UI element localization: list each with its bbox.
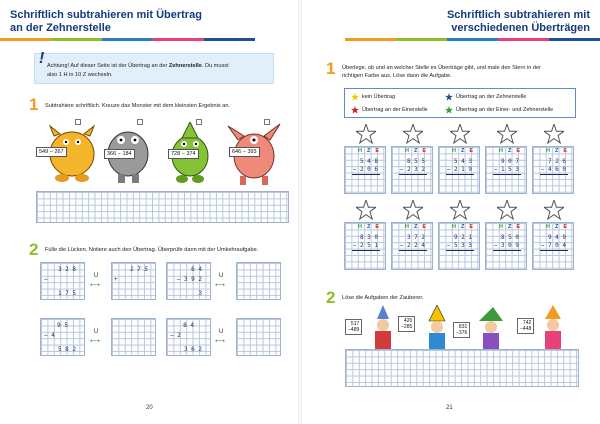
right-page-number: 21 xyxy=(446,405,453,411)
gap-2-u-label: U xyxy=(219,273,224,279)
gap-1-u-label: U xyxy=(94,273,99,279)
row2-minuend-2: 3 7 2 xyxy=(406,234,425,241)
wizard-1 xyxy=(375,305,391,349)
row2-sum-line-4 xyxy=(493,250,521,251)
monster-task-3: 728 − 374 xyxy=(168,149,199,159)
gap-4-result: 3 6 2 xyxy=(183,346,202,353)
row1-hze-1: HZE xyxy=(358,148,385,154)
gap-3-subtrahend: − 4 xyxy=(44,332,55,339)
row2-star-icon-5[interactable] xyxy=(544,200,564,220)
row2-star-icon-4[interactable] xyxy=(497,200,517,220)
wizard-2-sign: 420 −285 xyxy=(398,316,415,332)
row2-minuend-4: 8 5 0 xyxy=(500,234,519,241)
row1-star-icon-3[interactable] xyxy=(450,124,470,144)
green-star-icon xyxy=(445,106,453,114)
row2-subtrahend-2: − 2 2 4 xyxy=(399,242,425,249)
blue-star-icon xyxy=(445,93,453,101)
row1-star-icon-2[interactable] xyxy=(403,124,423,144)
row1-star-icon-1[interactable] xyxy=(356,124,376,144)
right-task1-line2: richtigen Farbe aus. Löse dann die Aufgabe. xyxy=(342,73,452,79)
row1-star-icon-5[interactable] xyxy=(544,124,564,144)
row1-star-icon-4[interactable] xyxy=(497,124,517,144)
notice-box xyxy=(34,50,274,84)
row1-subtrahend-3: − 2 1 9 xyxy=(446,166,472,173)
row1-subtrahend-4: − 1 5 3 xyxy=(493,166,519,173)
row2-subtrahend-4: − 3 0 9 xyxy=(493,242,519,249)
row2-subtrahend-3: − 5 3 3 xyxy=(446,242,472,249)
row1-hze-3: HZE xyxy=(452,148,479,154)
gap-2-arrow-icon: ⟷ xyxy=(215,282,226,289)
right-color-stripe xyxy=(345,38,600,41)
row2-sum-line-1 xyxy=(352,250,380,251)
gap-4-minuend: 8 4 xyxy=(183,322,194,329)
row2-hze-1: HZE xyxy=(358,224,385,230)
row2-hze-5: HZE xyxy=(546,224,573,230)
wizard-3-sign: 831 −376 xyxy=(453,322,470,338)
legend-item-ones-tens: Übertrag an der Einer- und Zehnerstelle xyxy=(445,106,553,114)
gap-4-subtrahend: − 2 xyxy=(170,332,181,339)
row2-sum-line-3 xyxy=(446,250,474,251)
row1-hze-5: HZE xyxy=(546,148,573,154)
left-title-line1: Schriftlich subtrahieren mit Übertrag xyxy=(10,9,202,21)
row2-minuend-5: 9 4 9 xyxy=(547,234,566,241)
gap-2-subtrahend: − 3 9 2 xyxy=(176,276,202,283)
check-grid-3[interactable] xyxy=(111,318,156,356)
right-title-line1: Schriftlich subtrahieren mit xyxy=(446,9,590,21)
monster-task-2: 366 − 184 xyxy=(104,149,135,159)
right-task1-number: 1 xyxy=(326,59,336,78)
row2-subtrahend-1: − 2 5 1 xyxy=(352,242,378,249)
gap-4-u-label: U xyxy=(219,329,224,335)
gap-3-minuend: 9 5 xyxy=(57,322,68,329)
row2-minuend-1: 8 3 0 xyxy=(359,234,378,241)
yellow-star-icon xyxy=(351,93,359,101)
row2-star-icon-2[interactable] xyxy=(403,200,423,220)
legend-item-tens: Übertrag an der Zehnerstelle xyxy=(445,93,526,101)
row1-minuend-1: 5 4 8 xyxy=(359,158,378,165)
row1-subtrahend-5: − 4 6 0 xyxy=(540,166,566,173)
row2-subtrahend-5: − 7 0 4 xyxy=(540,242,566,249)
red-star-icon xyxy=(351,106,359,114)
right-task2-number: 2 xyxy=(326,288,336,307)
row1-minuend-5: 7 2 6 xyxy=(547,158,566,165)
left-task2-instruction: Fülle die Lücken. Notiere auch den Übertrag. Überprüfe dann mit der Umkehraufgabe. xyxy=(45,247,259,253)
monster-task-4: 646 − 393 xyxy=(229,147,260,157)
notice-text-line2: also 1 H in 10 Z wechseln. xyxy=(47,72,113,78)
right-title-line2: verschiedenen Überträgen xyxy=(451,22,590,34)
right-task2-instruction: Löse die Aufgaben der Zauberer. xyxy=(342,295,424,301)
row1-minuend-4: 9 0 7 xyxy=(500,158,519,165)
gap-2-minuend: 6 4 xyxy=(191,266,202,273)
gap-3-result: 5 8 2 xyxy=(57,346,76,353)
row2-hze-3: HZE xyxy=(452,224,479,230)
row1-sum-line-5 xyxy=(540,174,568,175)
wizard-3 xyxy=(479,307,503,349)
check-grid-2[interactable] xyxy=(236,262,281,300)
star-legend xyxy=(344,88,576,118)
row2-sum-line-5 xyxy=(540,250,568,251)
row1-hze-4: HZE xyxy=(499,148,526,154)
row1-subtrahend-1: − 2 0 6 xyxy=(352,166,378,173)
notice-text-line1: Achtung! Auf dieser Seite ist der Übertrag an der Zehnerstelle. Du musst xyxy=(47,63,229,69)
row1-minuend-3: 5 4 3 xyxy=(453,158,472,165)
row1-subtrahend-2: − 2 3 2 xyxy=(399,166,425,173)
legend-item-none: kein Übertrag xyxy=(351,93,395,101)
left-task1-instruction: Subtrahiere schriftlich. Kreuze das Monster mit dem kleinsten Ergebnis an. xyxy=(45,103,230,109)
gap-4-arrow-icon: ⟷ xyxy=(215,338,226,345)
gap-1-subtrahend: − xyxy=(44,276,48,283)
legend-item-ones: Übertrag an der Einerstelle xyxy=(351,106,428,114)
gap-1-arrow-icon: ⟷ xyxy=(90,282,101,289)
gap-3-arrow-icon: ⟷ xyxy=(90,338,101,345)
row1-sum-line-1 xyxy=(352,174,380,175)
row1-sum-line-2 xyxy=(399,174,427,175)
left-page-number: 20 xyxy=(146,405,153,411)
row1-sum-line-4 xyxy=(493,174,521,175)
gap-2-result: 3 xyxy=(198,290,202,297)
row1-sum-line-3 xyxy=(446,174,474,175)
task2-work-grid[interactable] xyxy=(345,349,579,387)
check-grid-4[interactable] xyxy=(236,318,281,356)
gap-1-result: 1 7 5 xyxy=(57,290,76,297)
row2-star-icon-1[interactable] xyxy=(356,200,376,220)
wizard-1-sign: 517 −489 xyxy=(345,319,362,335)
wizard-4-sign: 742 −448 xyxy=(517,318,534,334)
wizard-4 xyxy=(545,305,561,349)
right-task1-line1: Überlege, ob und an welcher Stelle es Überträge gibt, und male den Stern in der xyxy=(342,65,542,71)
check-1-sign: + xyxy=(114,276,118,283)
row2-minuend-3: 9 2 1 xyxy=(453,234,472,241)
left-color-stripe xyxy=(0,38,255,41)
row2-hze-2: HZE xyxy=(405,224,432,230)
row2-star-icon-3[interactable] xyxy=(450,200,470,220)
left-task2-number: 2 xyxy=(29,240,39,259)
notice-exclamation-icon: ! xyxy=(39,50,45,67)
row1-hze-2: HZE xyxy=(405,148,432,154)
row1-minuend-2: 8 5 5 xyxy=(406,158,425,165)
gap-1-minuend: 3 2 8 xyxy=(57,266,76,273)
wizard-2 xyxy=(429,305,445,349)
left-title-line2: an der Zehnerstelle xyxy=(10,22,111,34)
monster-task-1: 549 − 267 xyxy=(36,147,67,157)
book-gutter xyxy=(298,0,302,424)
check-1-value: 1 7 5 xyxy=(129,266,148,273)
row2-hze-4: HZE xyxy=(499,224,526,230)
left-task1-number: 1 xyxy=(29,95,39,114)
task1-work-grid[interactable] xyxy=(36,191,289,223)
row2-sum-line-2 xyxy=(399,250,427,251)
gap-3-u-label: U xyxy=(94,329,99,335)
